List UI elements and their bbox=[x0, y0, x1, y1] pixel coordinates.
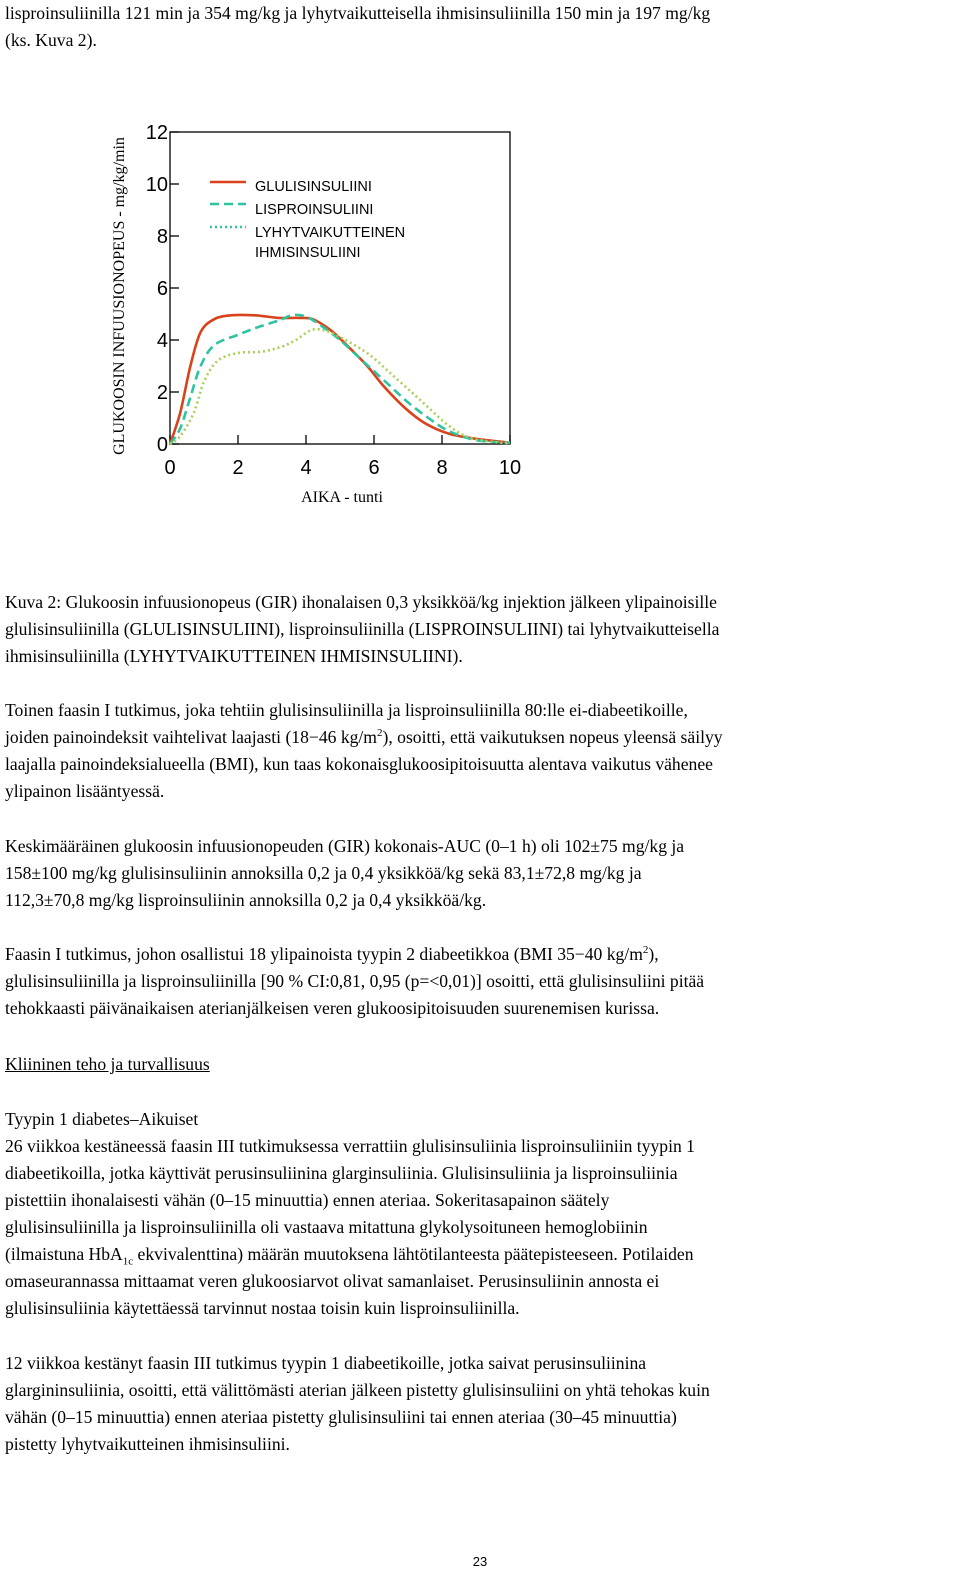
legend-label: LISPROINSULIINI bbox=[255, 202, 374, 218]
text-line: glulisinsuliinilla ja lisproinsuliinilla [90 % CI:0,81, 0,95 (p=<0,01)] osoitti, että glulisinsuliini pitää bbox=[5, 971, 705, 991]
text-line: omaseurannassa mittaamat veren glukoosiarvot olivat samanlaiset. Perusinsuliinin annosta ei bbox=[5, 1271, 660, 1291]
caption-line: Kuva 2: Glukoosin infuusionopeus (GIR) ihonalaisen 0,3 yksikköä/kg injektion jälkeen ylipainoisille bbox=[5, 592, 717, 612]
text-line: 158±100 mg/kg glulisinsuliinin annoksilla 0,2 ja 0,4 yksikköä/kg sekä 83,1±72,8 mg/kg ja bbox=[5, 863, 642, 883]
caption-line: glulisinsuliinilla (GLULISINSULIINI), lisproinsuliinilla (LISPROINSULIINI) tai lyhytvaikutteisella bbox=[5, 619, 720, 639]
text-line bbox=[5, 1241, 957, 1268]
series-line bbox=[170, 315, 510, 444]
paragraph-auc bbox=[5, 833, 957, 914]
caption-line: ihmisinsuliinilla (LYHYTVAIKUTTEINEN IHMISINSULIINI). bbox=[5, 646, 463, 666]
text-line: 26 viikkoa kestäneessä faasin III tutkimuksessa verrattiin glulisinsuliinia lisproinsuliiniin tyypin 1 bbox=[5, 1136, 695, 1156]
text-line: tehokkaasti päivänaikaisen aterianjälkeisen veren glukoosipitoisuuden suurenemisen kurissa. bbox=[5, 998, 660, 1018]
series-lines bbox=[170, 315, 510, 444]
subsection-title: Tyypin 1 diabetes–Aikuiset bbox=[5, 1109, 199, 1129]
text-line: ylipainon lisääntyessä. bbox=[5, 781, 165, 801]
x-axis bbox=[164, 435, 521, 479]
y-tick-label: 10 bbox=[145, 174, 168, 196]
y-axis-title: GLUKOOSIN INFUUSIONOPEUS - mg/kg/min bbox=[111, 137, 128, 455]
text-line bbox=[5, 941, 957, 968]
legend-label: LYHYTVAIKUTTEINEN bbox=[255, 225, 406, 241]
y-tick-label: 4 bbox=[156, 330, 168, 352]
x-tick-label: 2 bbox=[232, 457, 244, 479]
text-line: 112,3±70,8 mg/kg lisproinsuliinin annoksilla 0,2 ja 0,4 yksikköä/kg. bbox=[5, 890, 487, 910]
text-line: glargininsuliinia, osoitti, että välittömästi aterian jälkeen pistetty glulisinsuliini on yhtä tehokas kuin bbox=[5, 1380, 710, 1400]
paragraph-12-week-study bbox=[5, 1350, 957, 1458]
text-segment: ), bbox=[648, 944, 659, 964]
page-number: 23 bbox=[472, 1554, 488, 1569]
x-tick-label: 6 bbox=[368, 457, 380, 479]
text-line: Toinen faasin I tutkimus, joka tehtiin glulisinsuliinilla ja lisproinsuliinilla 80:lle ei-diabeetikoille, bbox=[5, 700, 688, 720]
intro-paragraph bbox=[5, 0, 957, 54]
legend-label: IHMISINSULIINI bbox=[255, 245, 361, 261]
x-tick-label: 4 bbox=[300, 457, 312, 479]
x-tick-label: 0 bbox=[164, 457, 176, 479]
y-tick-label: 6 bbox=[156, 278, 168, 300]
intro-line: (ks. Kuva 2). bbox=[5, 30, 97, 50]
text-line: glulisinsuliinilla ja lisproinsuliinilla oli vastaava mitattuna glykolysoituneen hemoglobiinin bbox=[5, 1217, 648, 1237]
y-tick-label: 2 bbox=[156, 382, 168, 404]
x-axis-title: AIKA - tunti bbox=[301, 489, 383, 506]
series-line bbox=[170, 329, 510, 444]
legend-label: GLULISINSULIINI bbox=[255, 179, 372, 195]
text-line: pistettiin ihonalaisesti vähän (0–15 minuuttia) ennen ateriaa. Sokeritasapainon säätely bbox=[5, 1190, 610, 1210]
text-segment: Faasin I tutkimus, johon osallistui 18 ylipainoista tyypin 2 diabeetikkoa (BMI 35−40 kg/m bbox=[5, 944, 643, 964]
text-segment: (ilmaistuna HbA bbox=[5, 1244, 123, 1264]
text-line: glulisinsuliinia käytettäessä tarvinnut nostaa toisin kuin lisproinsuliinilla. bbox=[5, 1298, 520, 1318]
text-line: laajalla painoindeksialueella (BMI), kun taas kokonaisglukoosipitoisuutta alentava vaikutus vähenee bbox=[5, 754, 713, 774]
paragraph-bmi-study bbox=[5, 697, 957, 805]
text-line: Keskimääräinen glukoosin infuusionopeuden (GIR) kokonais-AUC (0–1 h) oli 102±75 mg/kg ja bbox=[5, 836, 685, 856]
y-tick-label: 0 bbox=[156, 434, 168, 456]
superscript: 2 bbox=[377, 727, 383, 740]
section-heading bbox=[5, 1051, 957, 1078]
text-line: pistetty lyhytvaikutteinen ihmisinsuliini. bbox=[5, 1434, 290, 1454]
subscript: 1c bbox=[122, 1255, 134, 1268]
x-tick-label: 10 bbox=[498, 457, 522, 479]
y-tick-label: 12 bbox=[145, 122, 168, 144]
section-heading-text: Kliininen teho ja turvallisuus bbox=[5, 1054, 210, 1074]
x-tick-label: 8 bbox=[436, 457, 448, 479]
series-line bbox=[170, 315, 510, 444]
text-segment: ekvivalenttina) määrän muutoksena lähtötilanteesta päätepisteeseen. Potilaiden bbox=[133, 1244, 694, 1264]
paragraph-type1-adults bbox=[5, 1106, 957, 1322]
text-line: diabeetikoilla, jotka käyttivät perusinsuliinina glarginsuliinia. Glulisinsuliinia ja lisproinsuliinia bbox=[5, 1163, 678, 1183]
text-segment: joiden painoindeksit vaihtelivat laajasti (18−46 kg/m bbox=[5, 727, 377, 747]
text-line: 12 viikkoa kestänyt faasin III tutkimus tyypin 1 diabeetikoille, jotka saivat perusinsuliinina bbox=[5, 1353, 647, 1373]
text-line bbox=[5, 724, 957, 751]
paragraph-type2-study bbox=[5, 941, 957, 1022]
gir-chart bbox=[100, 100, 540, 520]
text-line: vähän (0–15 minuuttia) ennen ateriaa pistetty glulisinsuliini tai ennen ateriaa (30–45 minuuttia) bbox=[5, 1407, 677, 1427]
figure-caption bbox=[5, 589, 957, 670]
superscript: 2 bbox=[642, 944, 649, 957]
legend bbox=[210, 179, 405, 261]
intro-line: lisproinsuliinilla 121 min ja 354 mg/kg ja lyhytvaikutteisella ihmisinsuliinilla 150 min ja 197 mg/kg bbox=[5, 3, 711, 23]
y-tick-label: 8 bbox=[156, 226, 168, 248]
y-axis bbox=[146, 122, 179, 456]
text-segment: ), osoitti, että vaikutuksen nopeus yleensä säilyy bbox=[382, 727, 723, 747]
